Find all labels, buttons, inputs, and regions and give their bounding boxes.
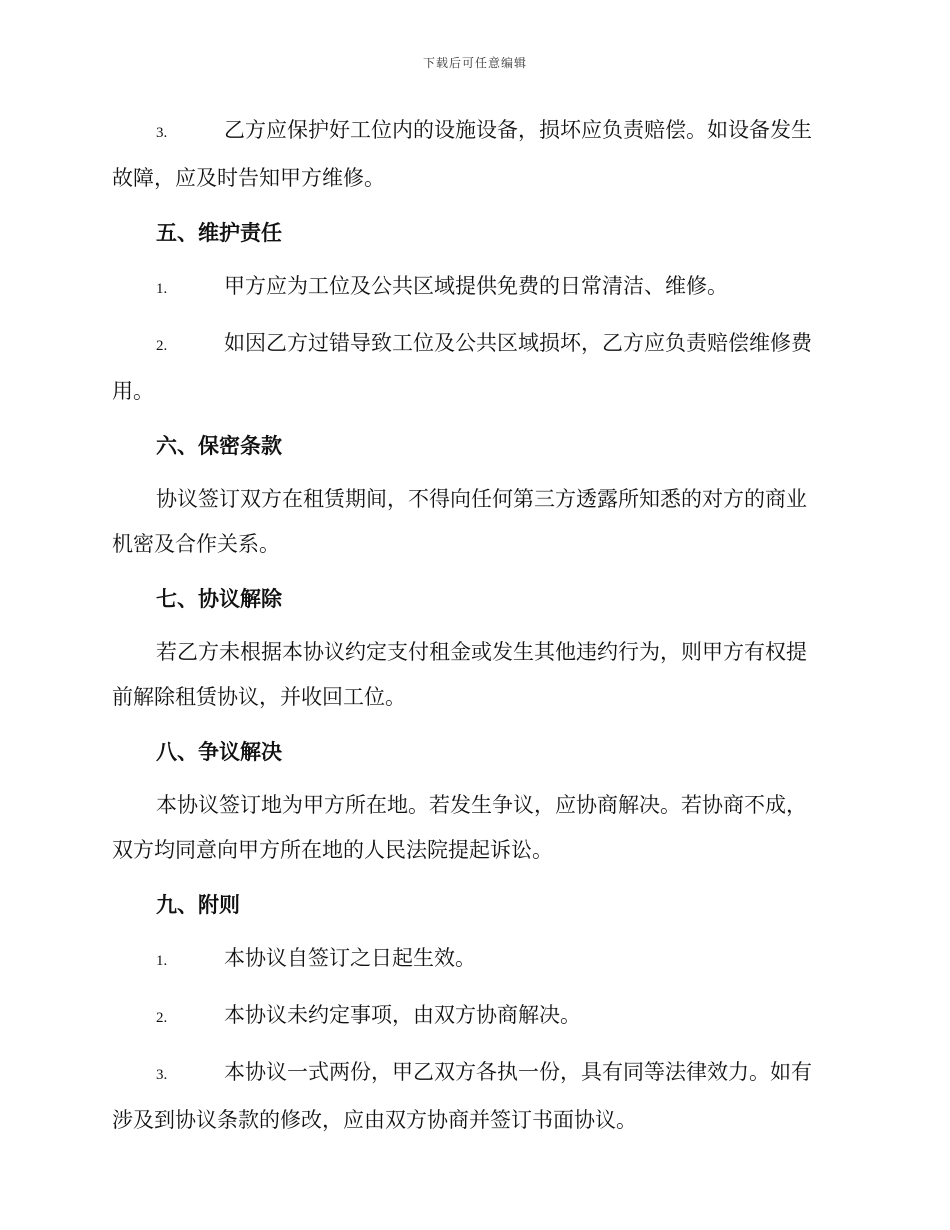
dispute-para-line-1: 本协议签订地为甲方所在地。若发生争议，应协商解决。若协商不成， bbox=[156, 793, 807, 817]
termination-para-line-2: 前解除租赁协议，并收回工位。 bbox=[112, 685, 406, 709]
section-heading-dispute: 八、争议解决 bbox=[156, 739, 282, 764]
maintenance-clause-2-line-2: 用。 bbox=[112, 379, 154, 403]
clause-3-line-2: 故障，应及时告知甲方维修。 bbox=[112, 166, 385, 190]
clause-text: 甲方应为工位及公共区域提供免费的日常清洁、维修。 bbox=[224, 274, 728, 298]
dispute-para-line-2: 双方均同意向甲方所在地的人民法院提起诉讼。 bbox=[112, 838, 553, 862]
clause-3-line-1 bbox=[112, 108, 834, 156]
clause-text: 如因乙方过错导致工位及公共区域损坏，乙方应负责赔偿维修费 bbox=[224, 331, 812, 355]
clause-text: 本协议一式两份，甲乙双方各执一份，具有同等法律效力。如有 bbox=[224, 1060, 812, 1084]
supplementary-clause-1 bbox=[112, 936, 834, 984]
document-body bbox=[112, 108, 834, 1143]
confidentiality-para-line-2: 机密及合作关系。 bbox=[112, 532, 280, 556]
clause-text: 本协议未约定事项，由双方协商解决。 bbox=[224, 1003, 581, 1027]
supplementary-clause-3-line-2: 涉及到协议条款的修改，应由双方协商并签订书面协议。 bbox=[112, 1108, 637, 1132]
section-heading-confidentiality: 六、保密条款 bbox=[156, 433, 282, 458]
confidentiality-para-line-1: 协议签订双方在租赁期间，不得向任何第三方透露所知悉的对方的商业 bbox=[156, 487, 807, 511]
page-header: 下载后可任意编辑 bbox=[422, 56, 527, 70]
clause-number: 3. bbox=[156, 125, 168, 141]
clause-number: 3. bbox=[156, 1067, 168, 1083]
clause-number: 2. bbox=[156, 338, 168, 354]
section-heading-maintenance: 五、维护责任 bbox=[156, 220, 282, 245]
clause-number: 1. bbox=[156, 281, 168, 297]
supplementary-clause-2 bbox=[112, 993, 834, 1041]
section-heading-supplementary: 九、附则 bbox=[156, 892, 240, 917]
clause-number: 2. bbox=[156, 1010, 168, 1026]
clause-number: 1. bbox=[156, 953, 168, 969]
clause-text: 乙方应保护好工位内的设施设备，损坏应负责赔偿。如设备发生 bbox=[224, 118, 812, 142]
maintenance-clause-2-line-1 bbox=[112, 321, 834, 369]
section-heading-termination: 七、协议解除 bbox=[156, 586, 282, 611]
maintenance-clause-1 bbox=[112, 264, 834, 312]
clause-text: 本协议自签订之日起生效。 bbox=[224, 946, 476, 970]
termination-para-line-1: 若乙方未根据本协议约定支付租金或发生其他违约行为，则甲方有权提 bbox=[156, 640, 807, 664]
supplementary-clause-3-line-1 bbox=[112, 1050, 834, 1098]
